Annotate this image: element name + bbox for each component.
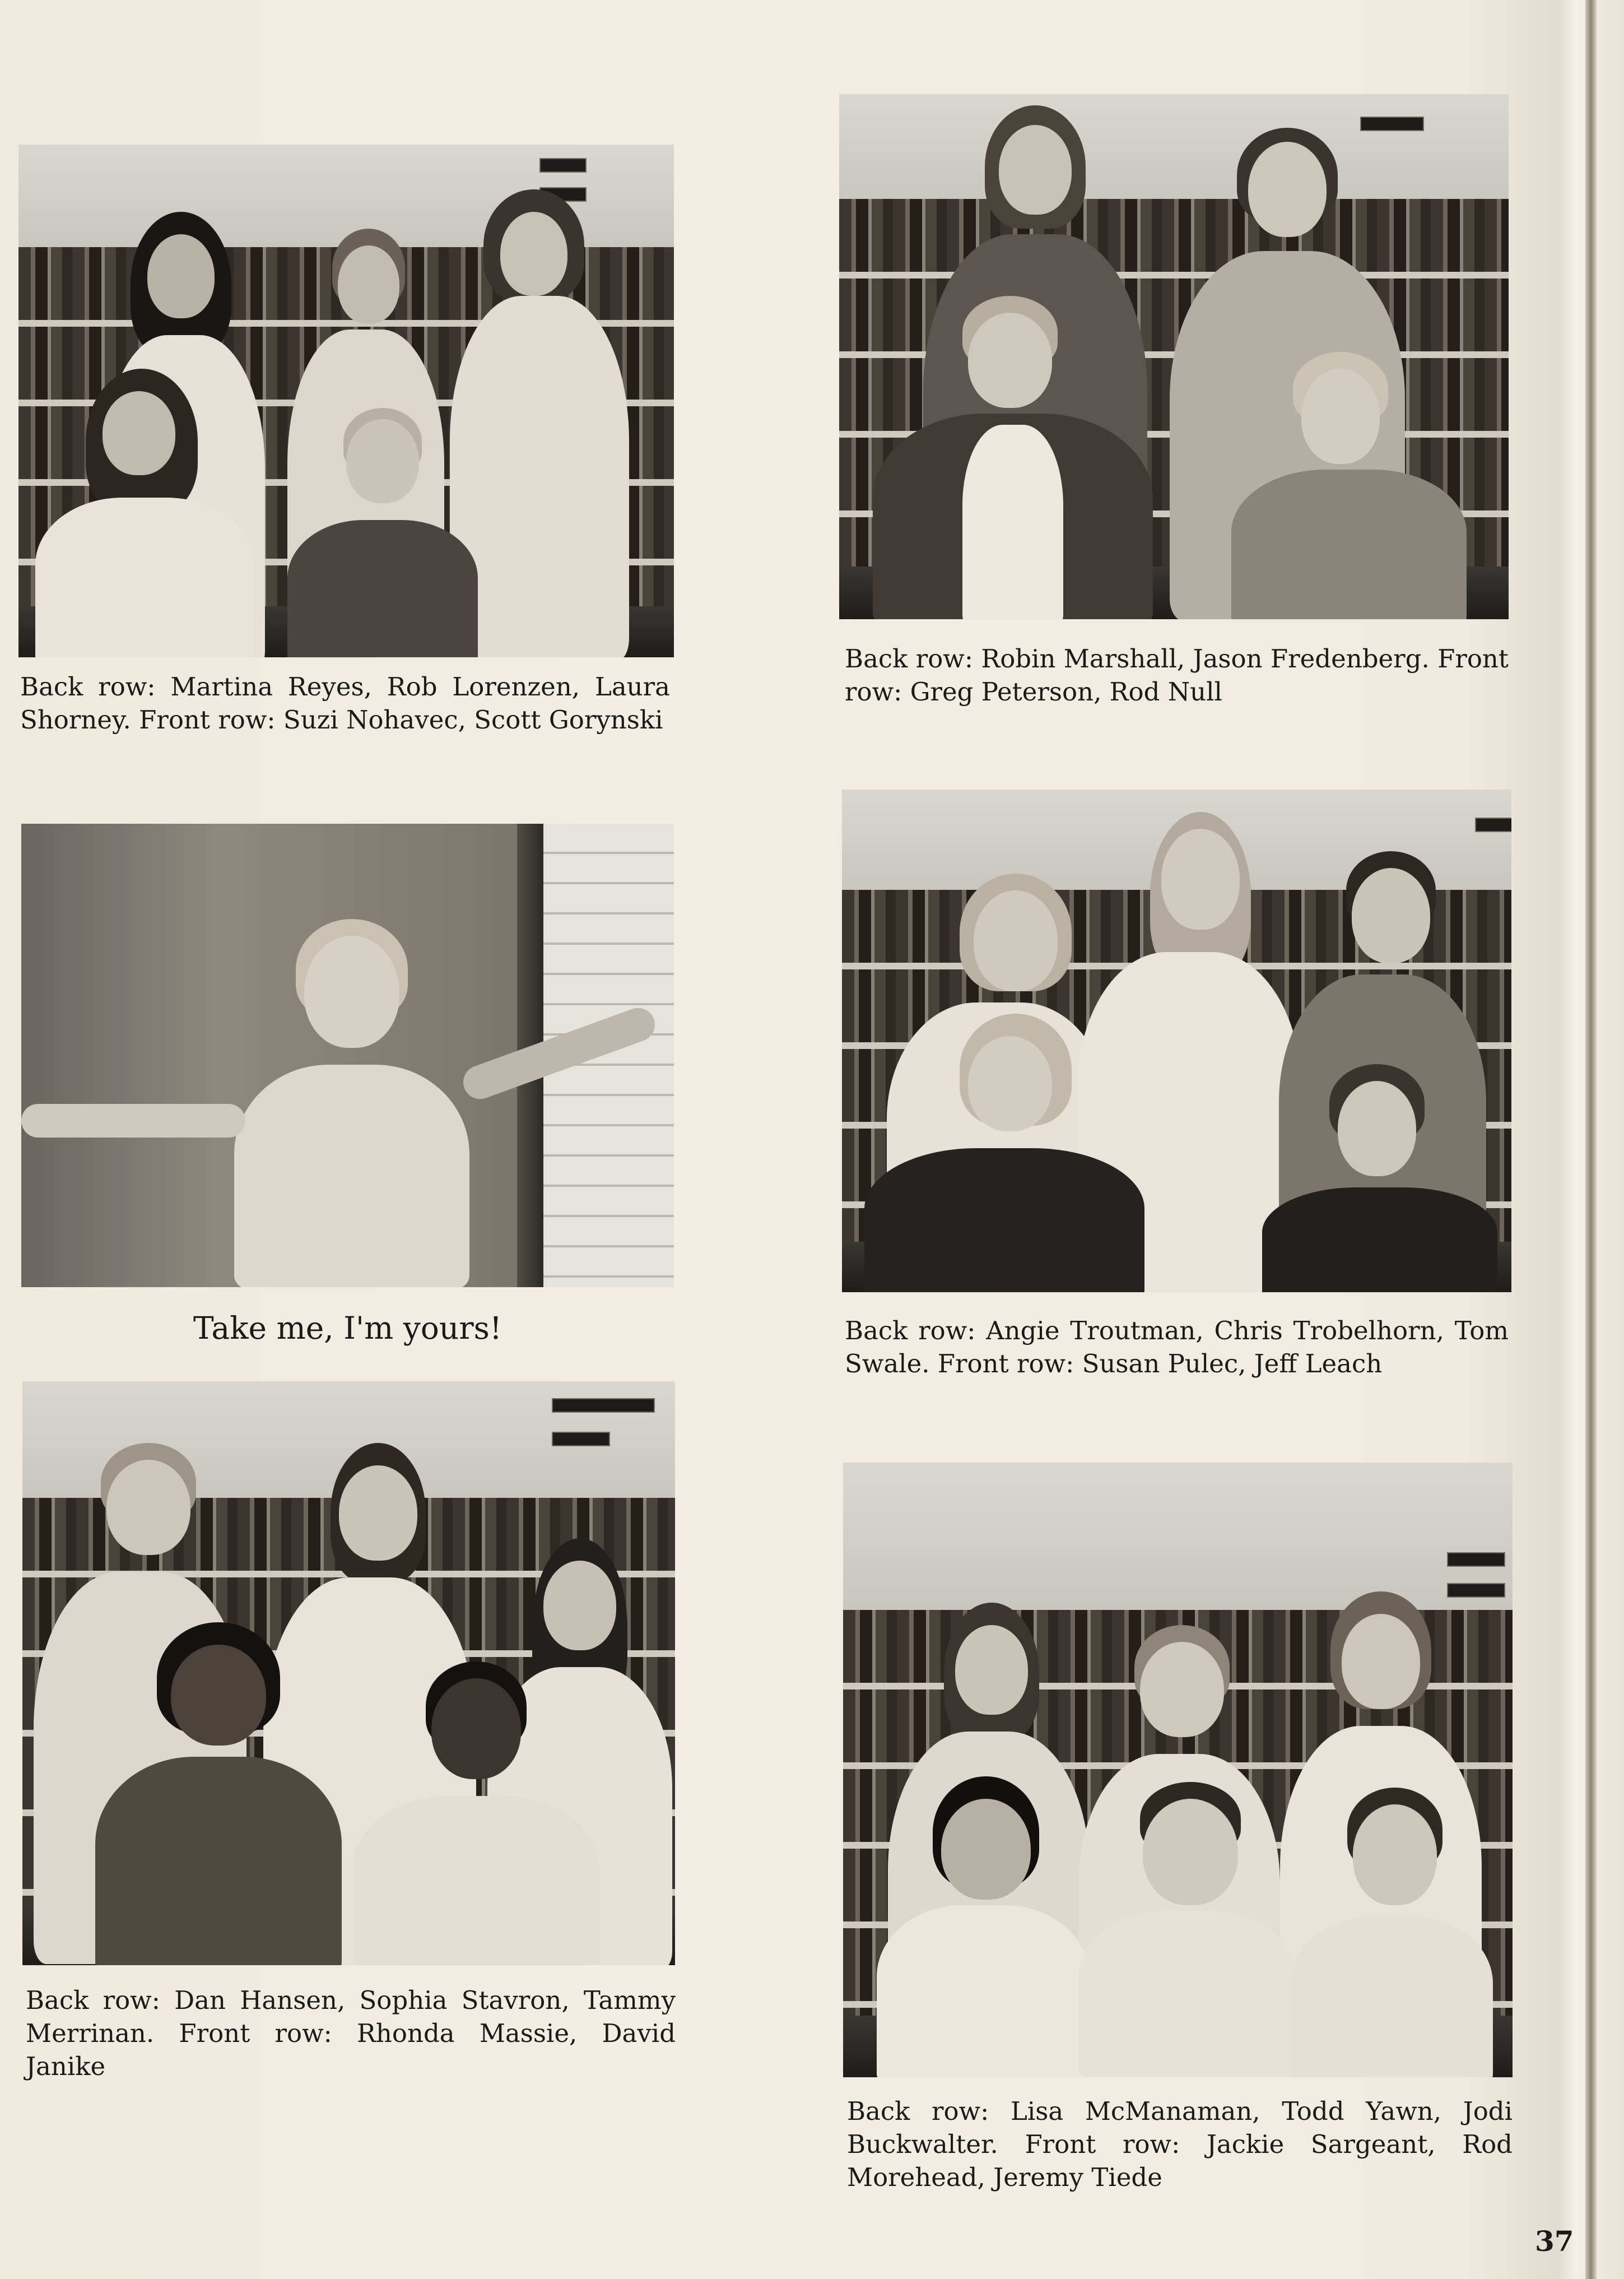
photo-caption: Back row: Robin Marshall, Jason Fredenberg. Front row: Greg Peterson, Rod Null: [845, 644, 1509, 707]
student-figure: [35, 369, 259, 657]
class-photo-3: [842, 790, 1511, 1292]
student-figure: [1231, 352, 1467, 619]
call-number-sign: [1475, 818, 1511, 832]
photo-caption: Back row: Lisa McManaman, Todd Yawn, Jodi Buckwalter. Front row: Jackie Sargeant, Rod Morehead, Jeremy Tiede: [847, 2096, 1513, 2192]
candid-photo: [21, 824, 674, 1287]
student-figure: [95, 1622, 342, 1965]
page-number: 37: [1535, 2225, 1574, 2258]
class-photo-2: [839, 94, 1509, 619]
call-number-sign: [552, 1432, 610, 1446]
class-photo-5: [843, 1463, 1513, 2077]
page-binding: [1585, 0, 1597, 2279]
photo-caption: Back row: Martina Reyes, Rob Lorenzen, Laura Shorney. Front row: Suzi Nohavec, Scott Gorynski: [20, 672, 670, 735]
history-sign: [1447, 1552, 1505, 1567]
student-figure: [1262, 1064, 1497, 1292]
student-figure: [877, 1776, 1090, 2077]
student-figure: [864, 1014, 1144, 1292]
history-sign: [552, 1398, 655, 1413]
student-figure: [873, 296, 1153, 619]
class-photo-4: [22, 1381, 675, 1965]
photo-caption: Back row: Angie Troutman, Chris Trobelhorn, Tom Swale. Front row: Susan Pulec, Jeff Leach: [845, 1316, 1509, 1378]
photo-caption: Back row: Dan Hansen, Sophia Stavron, Tammy Merrinan. Front row: Rhonda Massie, David Janike: [26, 1985, 676, 2081]
history-sign: [539, 158, 587, 173]
class-photo-1: [18, 145, 674, 657]
photo-caption: Take me, I'm yours!: [193, 1310, 502, 1346]
student-figure: [353, 1661, 599, 1965]
student-figure: [287, 408, 483, 657]
student-figure: [21, 919, 674, 1287]
student-figure: [1291, 1788, 1493, 2077]
student-figure: [1078, 1782, 1297, 2077]
